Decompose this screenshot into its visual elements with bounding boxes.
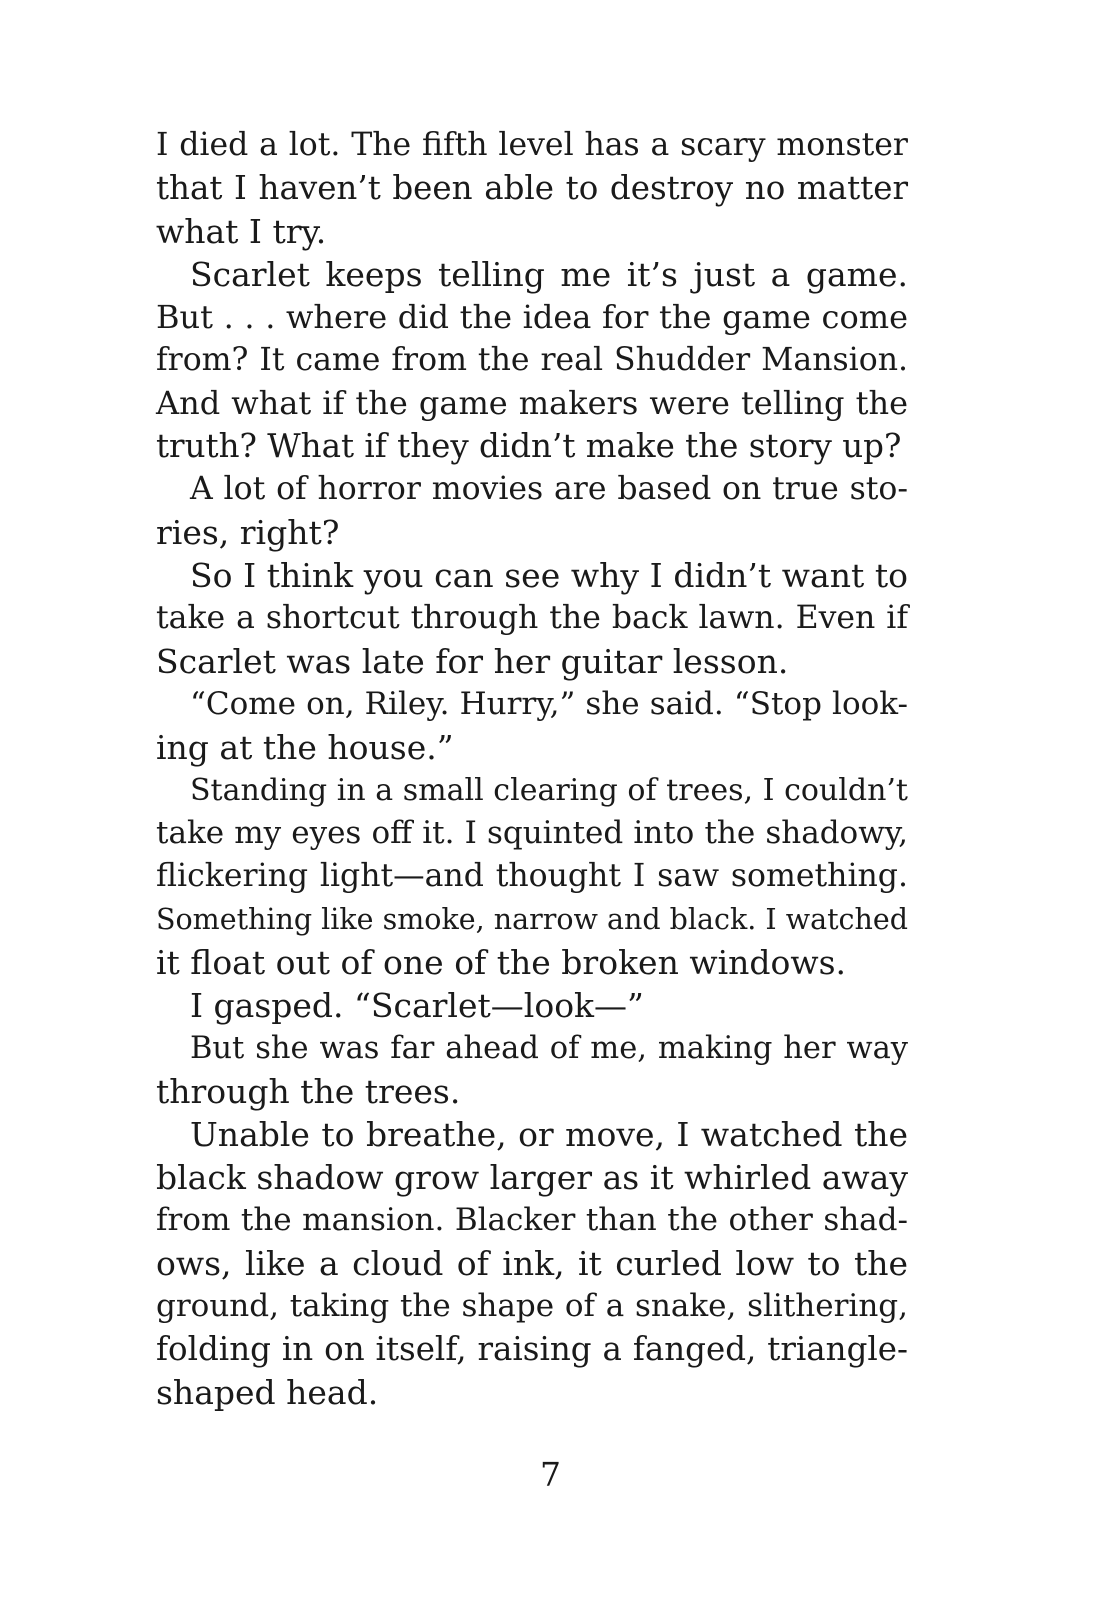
text-line: Something like smoke, narrow and black. I watched (156, 903, 908, 936)
text-line: But . . . where did the idea for the game come (156, 298, 908, 336)
text-line: Unable to breathe, or move, I watched the (190, 1115, 908, 1154)
text-line: I gasped. “Scarlet—look—” (190, 986, 644, 1025)
text-line: ing at the house.” (156, 728, 454, 767)
text-line: black shadow grow larger as it whirled away (156, 1158, 908, 1197)
text-line: ows, like a cloud of ink, it curled low to the (156, 1244, 908, 1283)
text-line: through the trees. (156, 1072, 461, 1111)
page-number: 7 (540, 1455, 561, 1494)
text-line: from the mansion. Blacker than the other shad- (156, 1202, 908, 1238)
text-line: I died a lot. The fifth level has a scary monster (156, 127, 908, 163)
text-line: from? It came from the real Shudder Mansion. (156, 342, 908, 378)
text-line: ries, right? (156, 513, 340, 552)
text-line: A lot of horror movies are based on true sto- (190, 471, 908, 507)
text-line: So I think you can see why I didn’t want to (190, 556, 908, 595)
text-line: Standing in a small clearing of trees, I couldn’t (190, 773, 908, 808)
text-line: Scarlet keeps telling me it’s just a game. (190, 255, 908, 294)
text-line: Scarlet was late for her guitar lesson. (156, 642, 789, 681)
text-line: ground, taking the shape of a snake, slithering, (156, 1288, 908, 1324)
text-line: flickering light—and thought I saw something. (156, 858, 908, 894)
body-text (156, 124, 908, 1414)
text-line: take my eyes off it. I squinted into the shadowy, (156, 815, 908, 851)
text-line: folding in on itself, raising a fanged, triangle- (156, 1330, 908, 1368)
text-line: it float out of one of the broken windows. (156, 943, 847, 982)
text-line: that I haven’t been able to destroy no matter (156, 169, 908, 207)
text-line: what I try. (156, 212, 327, 251)
text-line: truth? What if they didn’t make the story up? (156, 427, 902, 465)
text-line: take a shortcut through the back lawn. Even if (156, 600, 908, 636)
text-line: “Come on, Riley. Hurry,” she said. “Stop look- (190, 686, 908, 722)
text-line: But she was far ahead of me, making her way (190, 1031, 908, 1066)
text-line: And what if the game makers were telling the (156, 384, 908, 422)
text-line: shaped head. (156, 1373, 379, 1412)
